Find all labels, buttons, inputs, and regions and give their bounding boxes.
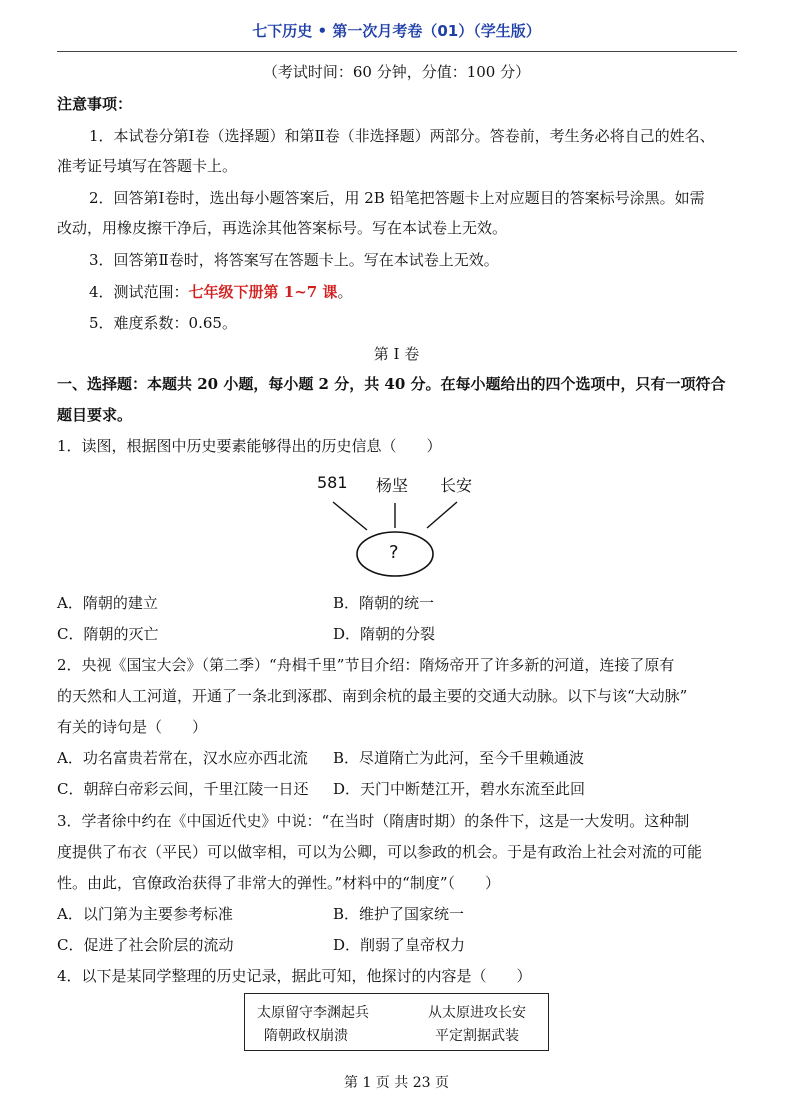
- page-title: 七下历史 • 第一次月考卷（01）（学生版）: [252, 22, 541, 40]
- record-item: 隋朝政权崩溃: [264, 1028, 348, 1044]
- section-instructions-cont: 题目要求。: [57, 406, 133, 424]
- question-4-stem: 4．以下是某同学整理的历史记录，据此可知，他探讨的内容是（ ）: [57, 967, 532, 985]
- question-3-stem-end: 性。由此，官僚政治获得了非常大的弹性。”材料中的“制度”（ ）: [57, 874, 501, 892]
- exam-info: （考试时间：60 分钟，分值：100 分）: [262, 63, 531, 81]
- question-2-option-a: A．功名富贵若常在，汉水应亦西北流: [57, 749, 308, 767]
- note-item-4-prefix: 4．测试范围：: [89, 283, 189, 301]
- question-3-stem-cont: 度提供了布衣（平民）可以做宰相，可以为公卿，可以参政的机会。于是有政治上社会对流的可能: [57, 843, 703, 861]
- note-item-1: 1．本试卷分第Ⅰ卷（选择题）和第Ⅱ卷（非选择题）两部分。答卷前，考生务必将自己的姓名、: [89, 127, 715, 145]
- question-3-option-d: D．削弱了皇帝权力: [333, 936, 466, 954]
- section-instructions: 一、选择题：本题共 20 小题，每小题 2 分，共 40 分。在每小题给出的四个选项中，只有一项符合: [57, 375, 726, 393]
- connector-line-year: [333, 502, 367, 530]
- question-2-stem-end: 有关的诗句是（ ）: [57, 718, 208, 736]
- question-1-option-b: B．隋朝的统一: [333, 594, 435, 612]
- note-item-2-cont: 改动，用橡皮擦干净后，再选涂其他答案标号。写在本试卷上无效。: [57, 219, 508, 237]
- note-item-1-cont: 准考证号填写在答题卡上。: [57, 157, 238, 175]
- diagram-question-mark: ?: [389, 542, 399, 563]
- note-item-4-suffix: 。: [337, 283, 353, 301]
- section-title: 第 Ⅰ 卷: [373, 345, 420, 363]
- notes-heading: 注意事项：: [57, 95, 133, 113]
- history-record-box: [244, 993, 549, 1051]
- question-2-option-c: C．朝辞白帝彩云间，千里江陵一日还: [57, 780, 309, 798]
- question-2-stem-cont: 的天然和人工河道，开通了一条北到涿郡、南到余杭的最主要的交通大动脉。以下与该“大动脉”: [57, 687, 688, 705]
- record-item: 从太原进攻长安: [428, 1005, 526, 1021]
- question-2-option-b: B．尽道隋亡为此河，至今千里赖通波: [333, 749, 585, 767]
- question-3-stem: 3．学者徐中约在《中国近代史》中说：“在当时（隋唐时期）的条件下，这是一大发明。这种制: [57, 812, 690, 830]
- question-1-diagram: [305, 468, 485, 583]
- question-1-option-c: C．隋朝的灭亡: [57, 625, 159, 643]
- question-1-stem: 1．读图，根据图中历史要素能够得出的历史信息（ ）: [57, 437, 442, 455]
- note-item-2: 2．回答第Ⅰ卷时，选出每小题答案后，用 2B 铅笔把答题卡上对应题目的答案标号涂黑。如需: [89, 189, 705, 207]
- question-3-option-c: C．促进了社会阶层的流动: [57, 936, 234, 954]
- connector-line-place: [427, 502, 457, 528]
- test-scope: 七年级下册第 1~7 课: [188, 283, 338, 301]
- header-divider: [57, 51, 737, 52]
- note-item-3: 3．回答第Ⅱ卷时，将答案写在答题卡上。写在本试卷上无效。: [89, 251, 499, 269]
- question-3-option-a: A．以门第为主要参考标准: [57, 905, 233, 923]
- question-2-option-d: D．天门中断楚江开，碧水东流至此回: [333, 780, 586, 798]
- diagram-place: 长安: [440, 476, 473, 495]
- page-number: 第 1 页 共 23 页: [344, 1075, 449, 1091]
- question-1-option-a: A．隋朝的建立: [57, 594, 158, 612]
- question-2-stem: 2．央视《国宝大会》（第二季）“舟楫千里”节目介绍：隋炀帝开了许多新的河道，连接了原有: [57, 656, 675, 674]
- question-1-option-d: D．隋朝的分裂: [333, 625, 436, 643]
- record-item: 太原留守李渊起兵: [257, 1005, 369, 1021]
- record-item: 平定割据武装: [435, 1028, 519, 1044]
- diagram-person: 杨坚: [376, 476, 409, 495]
- note-item-4: [89, 282, 352, 302]
- note-item-5: 5．难度系数：0.65。: [89, 314, 237, 332]
- question-3-option-b: B．维护了国家统一: [333, 905, 465, 923]
- diagram-year: 581: [317, 473, 348, 492]
